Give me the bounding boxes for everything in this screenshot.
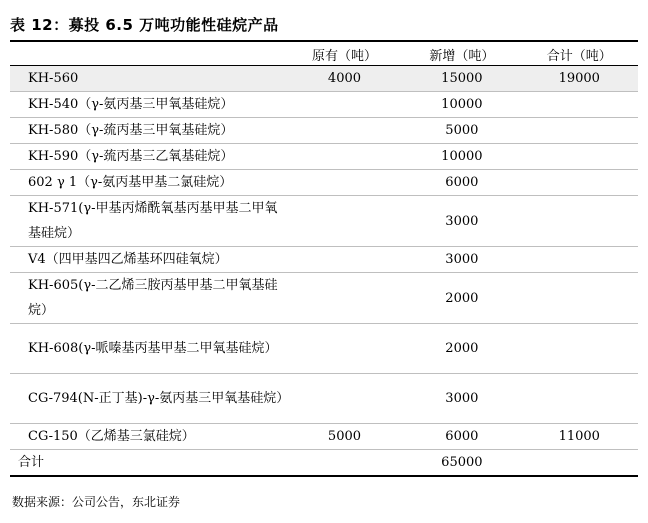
product-name: KH-560 [28, 71, 79, 86]
new-cell: 15000 [441, 71, 483, 86]
table-row [10, 247, 638, 273]
total-cell [521, 92, 638, 118]
total-cell [521, 196, 638, 247]
total-cell [521, 324, 638, 374]
total-cell: 19000 [558, 71, 600, 86]
existing-cell [286, 196, 403, 247]
product-name: KH-608(γ-哌嗪基丙基甲基二甲氧基硅烷） [28, 341, 278, 356]
product-name: KH-605(γ-二乙烯三胺丙基甲基二甲氧基硅烷） [28, 278, 278, 318]
product-name: KH-571(γ-甲基丙烯酰氧基丙基甲基二甲氧基硅烷） [28, 201, 278, 241]
new-cell: 6000 [445, 429, 479, 444]
total-label: 合计 [18, 455, 45, 470]
product-name: KH-580（γ-巯丙基三甲氧基硅烷） [28, 123, 234, 138]
product-name: KH-590（γ-巯丙基三乙氧基硅烷） [28, 149, 234, 164]
product-name: CG-150（乙烯基三氯硅烷） [28, 429, 195, 444]
existing-cell [286, 450, 403, 477]
new-cell: 2000 [445, 341, 479, 356]
new-cell: 2000 [445, 290, 479, 306]
table-row [10, 196, 638, 247]
total-row [10, 450, 638, 477]
data-source-note: 数据来源：公司公告，东北证券 [12, 495, 181, 509]
existing-cell [286, 92, 403, 118]
header-total: 合计（吨） [521, 43, 638, 66]
product-name: V4（四甲基四乙烯基环四硅氧烷） [28, 252, 228, 267]
table-row [10, 118, 638, 144]
table-row [10, 92, 638, 118]
table-row [10, 273, 638, 324]
table-row [10, 324, 638, 374]
product-name: CG-794(N-正丁基)-γ-氨丙基三甲氧基硅烷） [28, 391, 290, 406]
header-row [10, 43, 638, 66]
table-row [10, 170, 638, 196]
new-cell: 3000 [445, 391, 479, 406]
total-cell [521, 118, 638, 144]
table-row [10, 424, 638, 450]
total-cell: 11000 [558, 429, 600, 444]
header-name [10, 43, 286, 66]
total-cell [521, 273, 638, 324]
total-cell [521, 450, 638, 477]
existing-cell [286, 247, 403, 273]
new-cell: 65000 [441, 455, 483, 470]
top-rule [10, 40, 638, 42]
existing-cell [286, 273, 403, 324]
new-cell: 10000 [441, 97, 483, 112]
existing-cell [286, 374, 403, 424]
header-new: 新增（吨） [403, 43, 520, 66]
header-existing: 原有（吨） [286, 43, 403, 66]
table-row [10, 144, 638, 170]
new-cell: 10000 [441, 149, 483, 164]
existing-cell [286, 118, 403, 144]
existing-cell [286, 144, 403, 170]
product-name: KH-540（γ-氨丙基三甲氧基硅烷） [28, 97, 234, 112]
total-cell [521, 170, 638, 196]
existing-cell: 4000 [327, 71, 362, 86]
total-cell [521, 374, 638, 424]
new-cell: 3000 [445, 213, 479, 229]
table-row [10, 66, 638, 92]
product-table [10, 43, 638, 477]
table-title: 表 12：募投 6.5 万吨功能性硅烷产品 [10, 16, 279, 34]
new-cell: 3000 [445, 252, 479, 267]
total-cell [521, 247, 638, 273]
existing-cell [286, 324, 403, 374]
table-row [10, 374, 638, 424]
product-name: 602 γ 1（γ-氨丙基甲基二氯硅烷） [28, 175, 233, 190]
existing-cell [286, 170, 403, 196]
new-cell: 6000 [445, 175, 479, 190]
existing-cell: 5000 [327, 429, 362, 444]
new-cell: 5000 [445, 123, 479, 138]
total-cell [521, 144, 638, 170]
